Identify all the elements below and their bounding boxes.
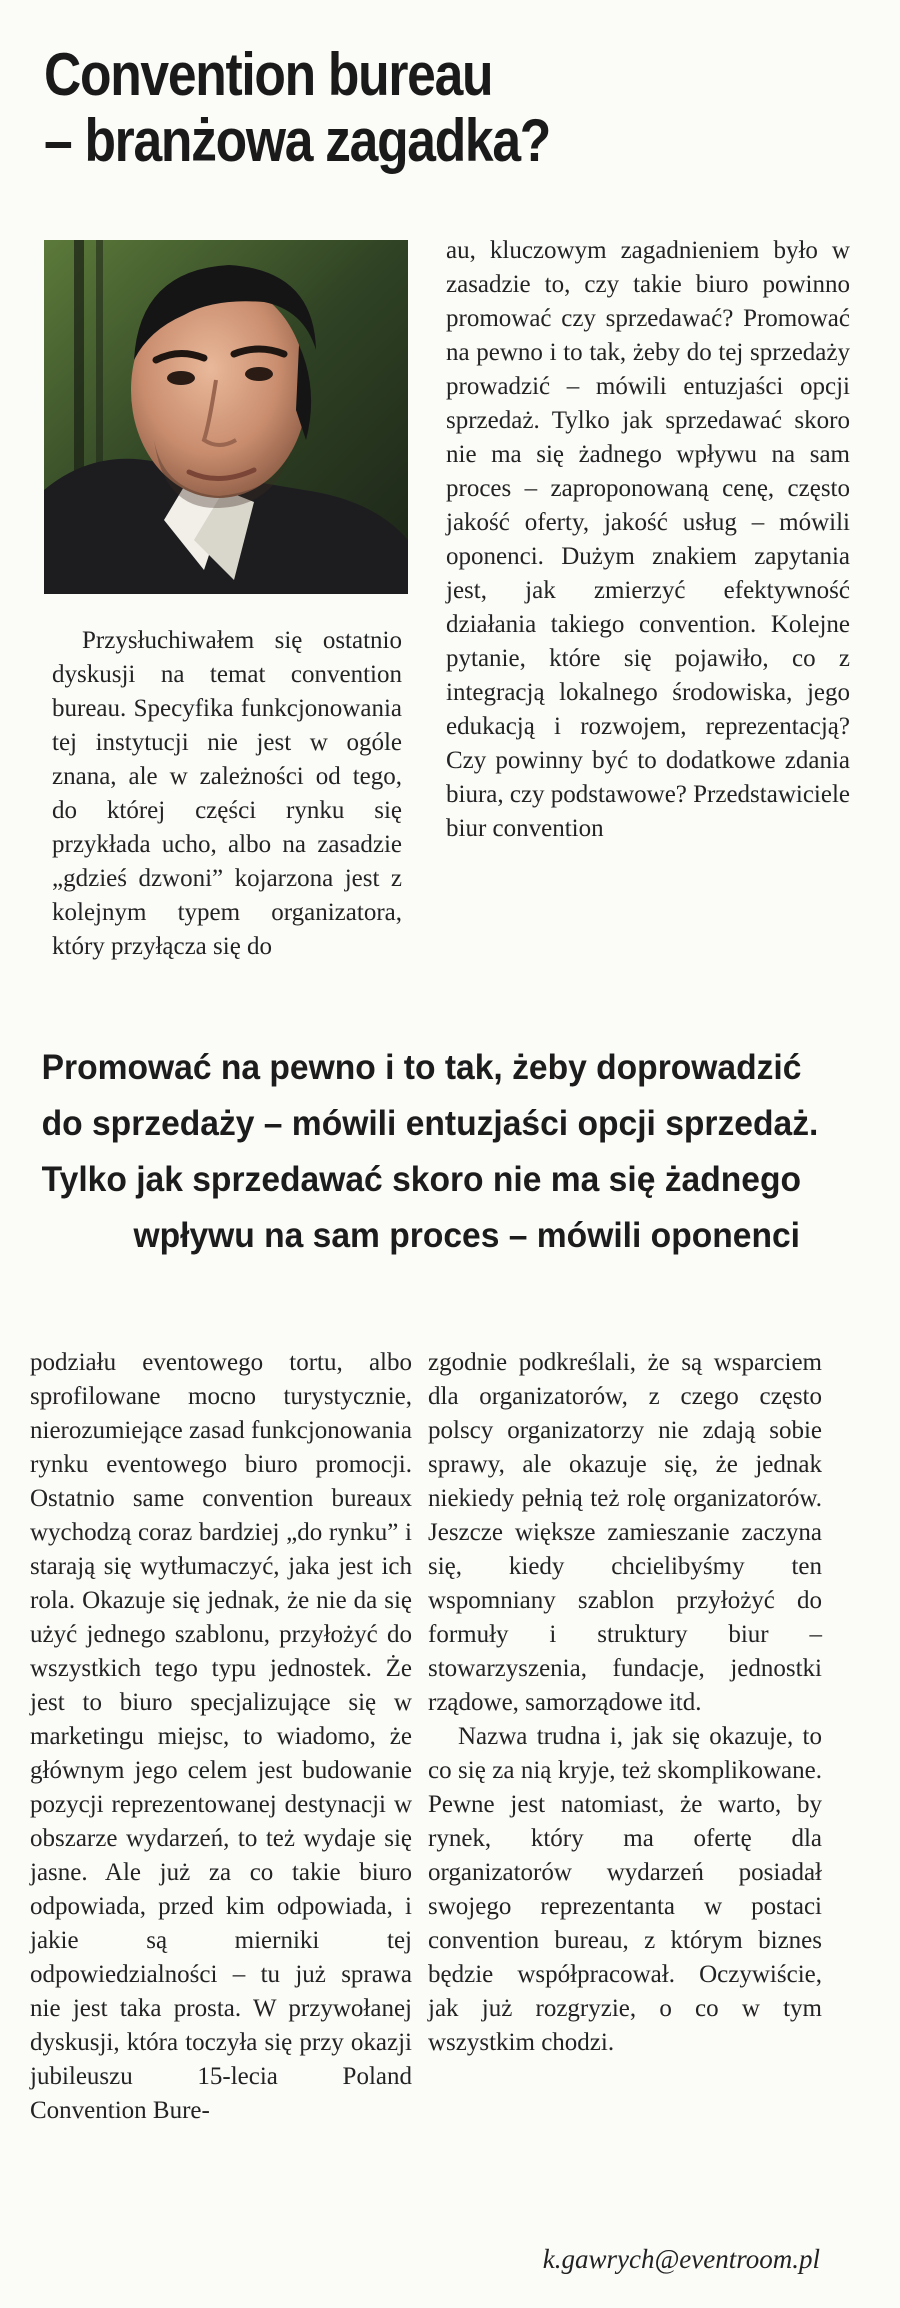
paragraph: zgodnie podkreślali, że są wsparciem dla organizatorów, z czego często polscy organizatorzy nie zdają sobie sprawy, ale okazuje się, że jednak niekiedy pełnią też rolę organizatorów. Jeszcze większe zamieszanie zaczyna się, kiedy chcielibyśmy ten wspomniany szablon przyłożyć do formuły i struktury biur – stowarzyszenia, fundacje, jednostki rządowe, samorządowe itd. [428,1349,822,1716]
pull-quote-line: wpływu na sam proces – mówili oponenci [133,1216,800,1255]
pull-quote [41,1040,819,1264]
paragraph: Przysłuchiwałem się ostatnio dyskusji na temat convention bureau. Specyfika funkcjonowania tej instytucji nie jest w ogóle znana, ale w zależności od tego, do której części rynku się przykłada ucho, albo na zasadzie „gdzieś dzwoni” kojarzona jest z kolejnym typem organizatora, który przyłącza się do [52,627,402,960]
article-column-4 [428,1346,822,2060]
paragraph: Nazwa trudna i, jak się okazuje, to co się za nią kryje, też skomplikowane. Pewne jest natomiast, że warto, by rynek, który ma ofertę dla organizatorów wydarzeń posiadał swojego reprezentanta w postaci convention bureau, z którym biznes będzie współpracował. Oczywiście, jak już rozgryzie, o co w tym wszystkim chodzi. [428,1723,822,2056]
article-title-line-2: – branżowa zagadka? [44,107,550,174]
article-column-2 [446,234,850,846]
pull-quote-line: do sprzedaży – mówili entuzjaści opcji sprzedaż. [41,1104,819,1143]
article-title [44,42,732,174]
pull-quote-line: Promować na pewno i to tak, żeby doprowadzić [41,1048,802,1087]
paragraph: podziału eventowego tortu, albo sprofilowane mocno turystycznie, nierozumiejące zasad funkcjonowania rynku eventowego biuro promocji. Ostatnio same convention bureaux wychodzą coraz bardziej „do rynku” i starają się wytłumaczyć, jaka jest ich rola. Okazuje się jednak, że nie da się użyć jednego szablonu, przyłożyć do wszystkich tego typu jednostek. Że jest to biuro specjalizujące się w marketingu miejsc, to wiadomo, że głównym jego celem jest budowanie pozycji reprezentowanej destynacji w obszarze wydarzeń, to też wydaje się jasne. Ale już za co takie biuro odpowiada, przed kim odpowiada, i jakie są mierniki tej odpowiedzialności – tu już sprawa nie jest taka prosta. W przywołanej dyskusji, która toczyła się przy okazji jubileuszu 15-lecia Poland Convention Bure- [30,1349,412,2124]
article-title-line-1: Convention bureau [44,41,493,108]
paragraph: au, kluczowym zagadnieniem było w zasadzie to, czy takie biuro powinno promować czy sprzedawać? Promować na pewno i to tak, żeby do tej sprzedaży prowadzić – mówili entuzjaści opcji sprzedaż. Tylko jak sprzedawać skoro nie ma się żadnego wpływu na sam proces – zaproponowaną cenę, często jakość oferty, jakość usług – mówili oponenci. Dużym znakiem zapytania jest, jak zmierzyć efektywność działania takiego convention. Kolejne pytanie, które się pojawiło, co z integracją lokalnego środowiska, jego edukacją i rozwojem, reprezentacją? Czy powinny być to dodatkowe zdania biura, czy podstawowe? Przedstawiciele biur convention [446,237,851,842]
author-photo [44,240,408,594]
author-signature: k.gawrych@eventroom.pl [542,2244,820,2274]
article-column-1 [52,624,402,964]
article-column-3 [30,1346,412,2128]
pull-quote-line: Tylko jak sprzedawać skoro nie ma się żadnego [41,1160,802,1199]
